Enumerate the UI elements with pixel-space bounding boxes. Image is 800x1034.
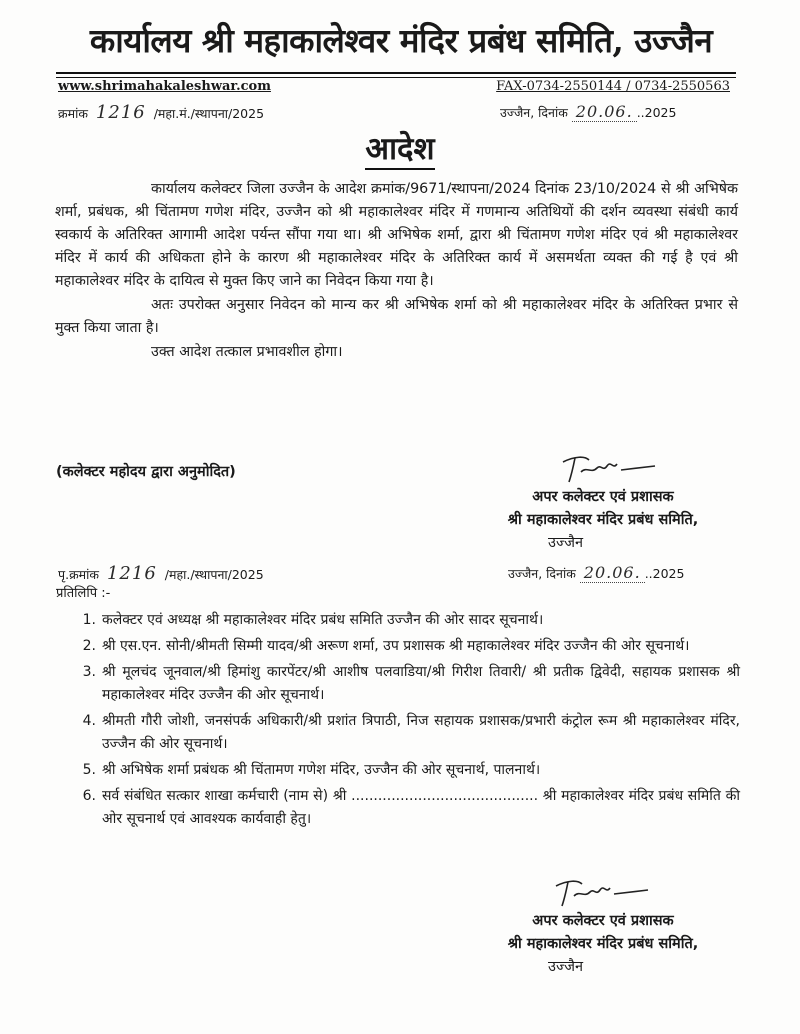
list-item xyxy=(56,609,740,632)
date-handwritten: 20.06. xyxy=(583,563,641,582)
paragraph-1: कार्यालय कलेक्टर जिला उज्जैन के आदेश क्रमांक/9671/स्थापना/2024 दिनांक 23/10/2024 से श्री अभिषेक शर्मा, प्रबंधक, श्री चिंतामण गणेश मंदिर, उज्जैन को श्री महाकालेश्वर मंदिर में गणमान्य अतिथियों की दर्शन व्यवस्था संबंधी कार्य स्वकार्य के अतिरिक्त आगामी आदेश पर्यन्त सौंपा गया था। श्री अभिषेक शर्मा, द्वारा श्री चिंतामण गणेश मंदिर एवं श्री महाकालेश्वर मंदिर में कार्य की अधिकता होने के कारण श्री महाकालेश्वर मंदिर के अतिरिक्त कार्य में असमर्थता व्यक्त की गई है एवं श्री महाकालेश्वर मंदिर के दायित्व से मुक्त किए जाने का निवेदन किया गया है। xyxy=(55,181,738,289)
list-item-text: श्री अभिषेक शर्मा प्रबंधक श्री चिंतामण गणेश मंदिर, उज्जैन की ओर सूचनार्थ, पालनार्थ। xyxy=(102,762,541,778)
list-item xyxy=(56,635,740,658)
letterhead-rule xyxy=(56,72,736,74)
reference-number xyxy=(58,102,264,123)
list-item-number: 5. xyxy=(82,762,96,778)
signature-block xyxy=(468,486,738,555)
signature-block xyxy=(468,910,738,979)
list-item-number: 3. xyxy=(82,664,96,680)
ref-suffix: /महा.मं./स्थापना/2025 xyxy=(153,106,265,121)
list-item xyxy=(56,759,740,782)
list-item-text: श्री एस.एन. सोनी/श्रीमती सिम्मी यादव/श्री अरूण शर्मा, उप प्रशासक श्री महाकालेश्वर मंदिर उज्जैन की ओर सूचनार्थ। xyxy=(102,638,690,654)
ref-number-handwritten: 1216 xyxy=(106,563,157,584)
ref-number-handwritten: 1216 xyxy=(95,102,146,123)
paragraph-3: उक्त आदेश तत्काल प्रभावशील होगा। xyxy=(151,344,343,360)
list-item-number: 4. xyxy=(82,713,96,729)
ref-prefix: पृ.क्रमांक xyxy=(58,567,99,582)
list-item-number: 1. xyxy=(82,612,96,628)
website-link[interactable]: www.shrimahakaleshwar.com xyxy=(58,79,271,94)
signatory-designation: अपर कलेक्टर एवं प्रशासक xyxy=(532,489,674,505)
list-item-number: 2. xyxy=(82,638,96,654)
order-body xyxy=(55,178,738,364)
fax-numbers: FAX-0734-2550144 / 0734-2550563 xyxy=(496,79,730,94)
endorsement-number xyxy=(58,563,264,584)
signatory-city: उज्जैन xyxy=(548,535,584,551)
endorsement-date: उज्जैन, दिनांक 20.06. ..2025 xyxy=(508,563,685,582)
copy-to-heading: प्रतिलिपि :- xyxy=(56,586,111,601)
list-item-text: कलेक्टर एवं अध्यक्ष श्री महाकालेश्वर मंदिर प्रबंध समिति उज्जैन की ओर सादर सूचनार्थ। xyxy=(102,612,544,628)
signatory-city: उज्जैन xyxy=(548,959,584,975)
letterhead-rule-thin xyxy=(56,77,736,78)
date-handwritten: 20.06. xyxy=(575,102,633,121)
paragraph-2: अतः उपरोक्त अनुसार निवेदन को मान्य कर श्री अभिषेक शर्मा को श्री महाकालेश्वर मंदिर के अतिरिक्त प्रभार से मुक्त किया जाता है। xyxy=(55,297,738,336)
signature-scribble xyxy=(555,452,665,488)
date-label: उज्जैन, दिनांक xyxy=(508,566,576,581)
reference-date: उज्जैन, दिनांक 20.06. ..2025 xyxy=(500,102,677,121)
date-label: उज्जैन, दिनांक xyxy=(500,105,568,120)
list-item-text: श्रीमती गौरी जोशी, जनसंपर्क अधिकारी/श्री प्रशांत त्रिपाठी, निज सहायक प्रशासक/प्रभारी कंट्रोल रूम श्री महाकालेश्वर मंदिर, उज्जैन की ओर सूचनार्थ। xyxy=(102,713,740,752)
signatory-organisation: श्री महाकालेश्वर मंदिर प्रबंध समिति, xyxy=(507,936,699,952)
letterhead-title: कार्यालय श्री महाकालेश्वर मंदिर प्रबंध समिति, उज्जैन xyxy=(89,21,713,60)
order-heading: आदेश xyxy=(0,130,800,168)
date-year: 2025 xyxy=(644,105,677,120)
date-year: 2025 xyxy=(652,566,685,581)
ref-prefix: क्रमांक xyxy=(58,106,88,121)
list-item xyxy=(56,661,740,707)
ref-suffix: /महा./स्थापना/2025 xyxy=(164,567,264,582)
list-item-text: श्री मूलचंद जूनवाल/श्री हिमांशु कारपेंटर/श्री आशीष पलवाडिया/श्री गिरीश तिवारी/ श्री प्रतीक द्विवेदी, सहायक प्रशासक श्री महाकालेश्वर मंदिर उज्जैन की ओर सूचनार्थ। xyxy=(102,664,740,703)
approval-note: (कलेक्टर महोदय द्वारा अनुमोदित) xyxy=(56,464,236,480)
list-item xyxy=(56,785,740,831)
list-item xyxy=(56,710,740,756)
signatory-designation: अपर कलेक्टर एवं प्रशासक xyxy=(532,913,674,929)
signature-scribble xyxy=(548,876,658,912)
copy-to-list xyxy=(56,609,740,834)
list-item-text: सर्व संबंधित सत्कार शाखा कर्मचारी (नाम से) श्री .......................................... श्री महाकालेश्वर मंदिर प्रबंध समिति की ओर सूचनार्थ एवं आवश्यक कार्यवाही हेतु। xyxy=(102,788,740,827)
list-item-number: 6. xyxy=(82,788,96,804)
signatory-organisation: श्री महाकालेश्वर मंदिर प्रबंध समिति, xyxy=(507,512,699,528)
